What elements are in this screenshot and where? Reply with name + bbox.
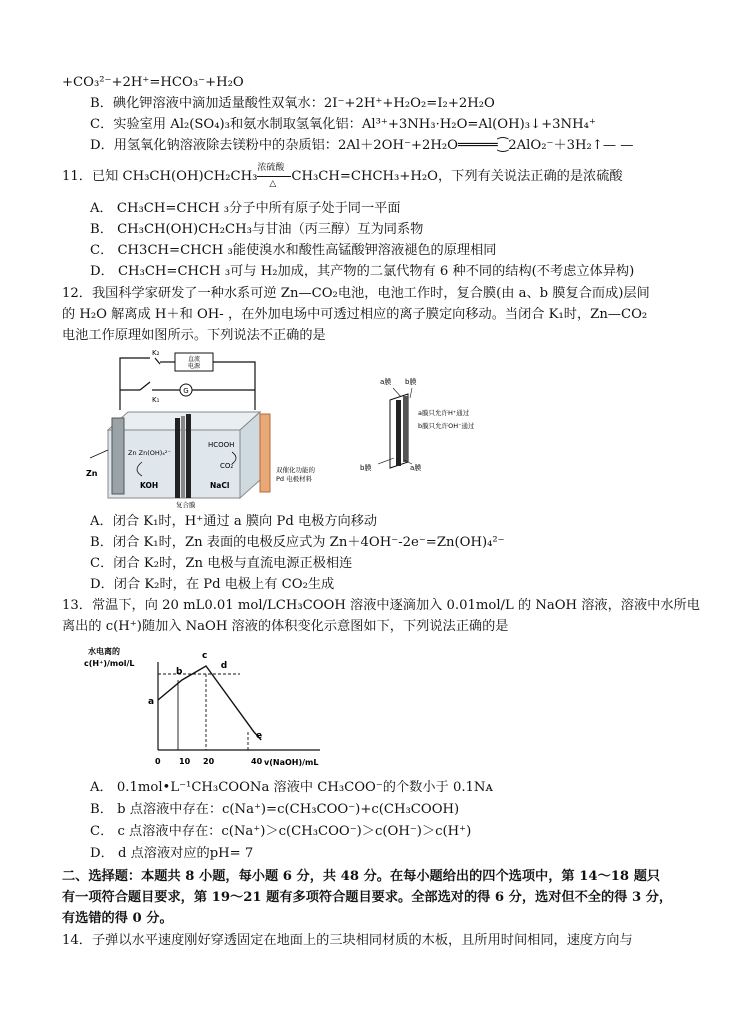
option-b: B．碘化钾溶液中滴加适量酸性双氧水：2I⁻+2H⁺+H₂O₂=I₂+2H₂O xyxy=(90,96,495,111)
co2-label: CO₂ xyxy=(220,462,234,470)
k1-label: K₁ xyxy=(152,396,160,404)
x-tick-label: 40 xyxy=(251,757,263,766)
x-tick-label: 10 xyxy=(179,757,191,766)
b-membrane-note: b膜只允许OH⁻通过 xyxy=(418,422,475,430)
option-c: C． c 点溶液中存在：c(Na⁺)＞c(CH₃COO⁻)＞c(OH⁻)＞c(H⁺) xyxy=(90,824,472,839)
option-a: A． 0.1mol•L⁻¹CH₃COONa 溶液中 CH₃COO⁻的个数小于 0.1Nᴀ xyxy=(90,780,493,795)
option-b: B． CH₃CH(OH)CH₂CH₃与甘油（丙三醇）互为同系物 xyxy=(90,222,424,237)
membrane-label: 复合膜 xyxy=(176,501,196,509)
water-ionization-chart xyxy=(80,640,340,772)
point-label-a: a xyxy=(148,697,155,707)
option-c: C． CH3CH=CHCH ₃能使溴水和酸性高锰酸钾溶液褪色的原理相同 xyxy=(90,243,497,258)
zn-label: Zn xyxy=(86,469,98,478)
x-axis-label: v(NaOH)/mL xyxy=(264,758,319,767)
option-a: A． CH₃CH=CHCH ₃分子中所有原子处于同一平面 xyxy=(90,201,401,216)
point-label-e: e xyxy=(256,731,263,741)
pd-label-2: Pd 电极材料 xyxy=(276,475,313,483)
question-14: 14．子弹以水平速度刚好穿透固定在地面上的三块相同材质的木板，且所用时间相同，速度方向与 xyxy=(62,933,633,948)
a-membrane-note: a膜只允许H⁺通过 xyxy=(418,409,470,417)
delta-symbol: △ xyxy=(269,179,277,189)
b-membrane-bottom: b膜 xyxy=(360,464,372,472)
power-label-2: 电源 xyxy=(187,363,201,370)
option-c: C．实验室用 Al₂(SO₄)₃和氨水制取氢氧化铝：Al³⁺+3NH₃·H₂O=Al(OH)₃↓+3NH₄⁺ xyxy=(90,117,596,132)
section-heading: 二、选择题：本题共 8 小题，每小题 6 分，共 48 分。在每小题给出的四个选项中，第 14～18 题只 xyxy=(62,869,661,884)
hcooh-label: HCOOH xyxy=(208,441,235,449)
y-axis-label-2: c(H⁺)/mol/L xyxy=(84,659,135,668)
question-12-line3: 电池工作原理如图所示。下列说法不正确的是 xyxy=(62,328,326,343)
b-membrane-top: b膜 xyxy=(405,378,417,386)
a-membrane-bottom: a膜 xyxy=(410,464,422,472)
option-d: D．闭合 K₂时，在 Pd 电极上有 CO₂生成 xyxy=(90,577,335,592)
section-heading-line2: 有一项符合题目要求，第 19～21 题有多项符合题目要求。全部选对的得 6 分，选对但不全的得 3 分， xyxy=(62,890,673,905)
koh-label: KOH xyxy=(140,481,159,490)
battery-diagram xyxy=(80,350,345,510)
nacl-label: NaCl xyxy=(210,481,230,490)
point-label-b: b xyxy=(176,667,183,677)
k2-label: K₂ xyxy=(152,350,160,357)
point-label-d: d xyxy=(220,661,228,671)
question-13-line2: 离出的 c(H⁺)随加入 NaOH 溶液的体积变化示意图如下，下列说法正确的是 xyxy=(62,619,509,634)
y-axis-label-1: 水电离的 xyxy=(88,647,120,656)
galvanometer-label: G xyxy=(183,387,189,395)
question-11 xyxy=(62,163,623,189)
option-b: B．闭合 K₁时，Zn 表面的电极反应式为 Zn＋4OH⁻-2e⁻=Zn(OH)₄²⁻ xyxy=(90,535,505,550)
option-d: D．用氢氧化钠溶液除去镁粉中的杂质铝：2Al＋2OH⁻+2H₂O═════⁐2AlO₂⁻＋3H₂↑— — xyxy=(90,138,634,153)
chart-curve xyxy=(158,666,261,740)
option-d: D． CH₃CH=CHCH ₃可与 H₂加成，其产物的二氯代物有 6 种不同的结构(不考虑立体异构) xyxy=(90,264,635,279)
x-tick-label: 0 xyxy=(155,757,161,766)
question-12: 12．我国科学家研发了一种水系可逆 Zn—CO₂电池，电池工作时，复合膜(由 a、b 膜复合而成)层间 xyxy=(62,286,650,301)
reaction-condition: 浓硫酸 xyxy=(257,163,285,173)
question-12-line2: 的 H₂O 解离成 H＋和 OH- ，在外加电场中可透过相应的离子膜定向移动。当闭合 K₁时，Zn—CO₂ xyxy=(62,307,648,322)
option-a: A．闭合 K₁时，H⁺通过 a 膜向 Pd 电极方向移动 xyxy=(90,514,378,529)
option-d: D． d 点溶液对应的pH= 7 xyxy=(90,846,254,861)
zn-ion-label: Zn Zn(OH)₄²⁻ xyxy=(128,449,171,457)
option-b: B． b 点溶液中存在：c(Na⁺)=c(CH₃COO⁻)+c(CH₃COOH) xyxy=(90,802,460,817)
text-line: +CO₃²⁻+2H⁺=HCO₃⁻+H₂O xyxy=(62,75,244,90)
point-label-c: c xyxy=(202,651,208,661)
question-13: 13．常温下，向 20 mL0.01 mol/LCH₃COOH 溶液中逐滴加入 0.01mol/L 的 NaOH 溶液，溶液中水所电 xyxy=(62,598,700,613)
membrane-diagram xyxy=(350,370,500,480)
option-c: C．闭合 K₂时，Zn 电极与直流电源正极相连 xyxy=(90,556,353,571)
reaction-arrow xyxy=(257,163,291,189)
q11-reactant: 11．已知 CH₃CH(OH)CH₂CH₃ xyxy=(62,169,258,184)
power-label-1: 直流 xyxy=(187,356,201,363)
section-heading-line3: 有选错的得 0 分。 xyxy=(62,911,173,926)
q11-product: CH₃CH=CHCH₃+H₂O，下列有关说法正确的是浓硫酸 xyxy=(291,169,623,184)
pd-label-1: 双催化功能的 xyxy=(276,466,315,474)
x-tick-label: 20 xyxy=(203,757,215,766)
a-membrane-top: a膜 xyxy=(380,378,392,386)
